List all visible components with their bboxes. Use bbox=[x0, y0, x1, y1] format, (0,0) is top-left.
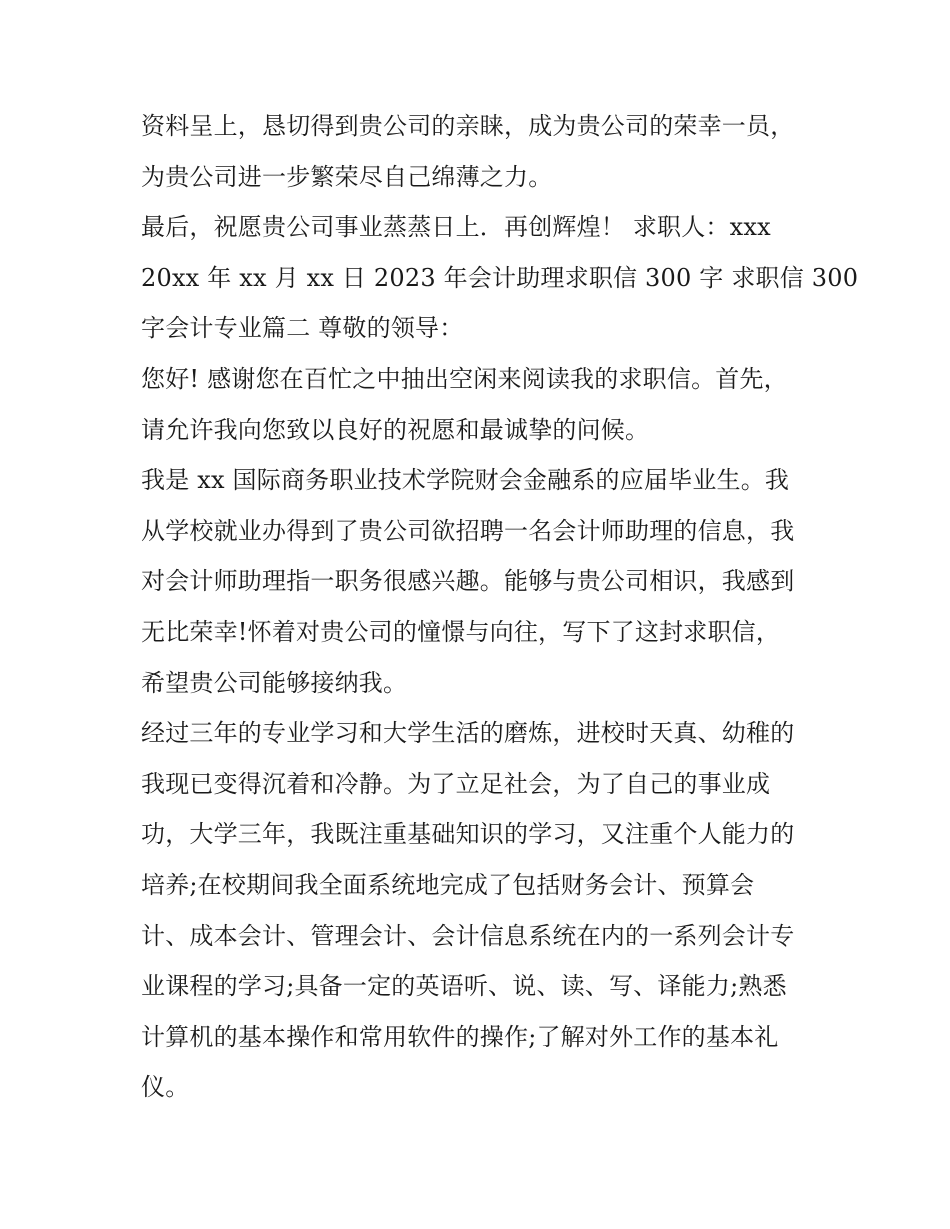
text-line: 我是 xx 国际商务职业技术学院财会金融系的应届毕业生。我 bbox=[141, 466, 790, 495]
text-line: 计、成本会计、管理会计、会计信息系统在内的一系列会计专 bbox=[141, 921, 795, 950]
text-line: 您好! 感谢您在百忙之中抽出空闲来阅读我的求职信。首先， bbox=[141, 364, 788, 393]
text-line: 请允许我向您致以良好的祝愿和最诚挚的问候。 bbox=[141, 415, 650, 444]
text-line: 功，大学三年，我既注重基础知识的学习，又注重个人能力的 bbox=[141, 820, 795, 849]
text-line: 对会计师助理指一职务很感兴趣。能够与贵公司相识，我感到 bbox=[141, 567, 795, 596]
letter-body bbox=[141, 101, 859, 1113]
text-line: 资料呈上，恳切得到贵公司的亲睐，成为贵公司的荣幸一员， bbox=[141, 112, 795, 140]
text-line: 无比荣幸!怀着对贵公司的憧憬与向往，写下了这封求职信， bbox=[141, 617, 781, 646]
text-line: 字会计专业篇二 尊敬的领导： bbox=[141, 314, 464, 343]
text-line: 仪。 bbox=[141, 1073, 190, 1102]
text-line: 为贵公司进一步繁荣尽自己绵薄之力。 bbox=[141, 162, 553, 191]
text-line: 经过三年的专业学习和大学生活的磨炼，进校时天真、幼稚的 bbox=[141, 719, 795, 748]
text-line: 业课程的学习;具备一定的英语听、说、读、写、译能力;熟悉 bbox=[141, 972, 787, 1001]
text-line: 培养;在校期间我全面系统地完成了包括财务会计、预算会 bbox=[141, 870, 755, 899]
text-line: 最后，祝愿贵公司事业蒸蒸日上．再创辉煌！ 求职人：xxx bbox=[141, 213, 771, 242]
text-line: 我现已变得沉着和冷静。为了立足社会，为了自己的事业成 bbox=[141, 769, 771, 798]
text-line: 计算机的基本操作和常用软件的操作;了解对外工作的基本礼 bbox=[141, 1022, 779, 1051]
text-line: 希望贵公司能够接纳我。 bbox=[141, 668, 408, 697]
text-line: 从学校就业办得到了贵公司欲招聘一名会计师助理的信息，我 bbox=[141, 516, 795, 545]
text-line: 20xx 年 xx 月 xx 日 2023 年会计助理求职信 300 字 求职信 300 bbox=[141, 263, 859, 292]
